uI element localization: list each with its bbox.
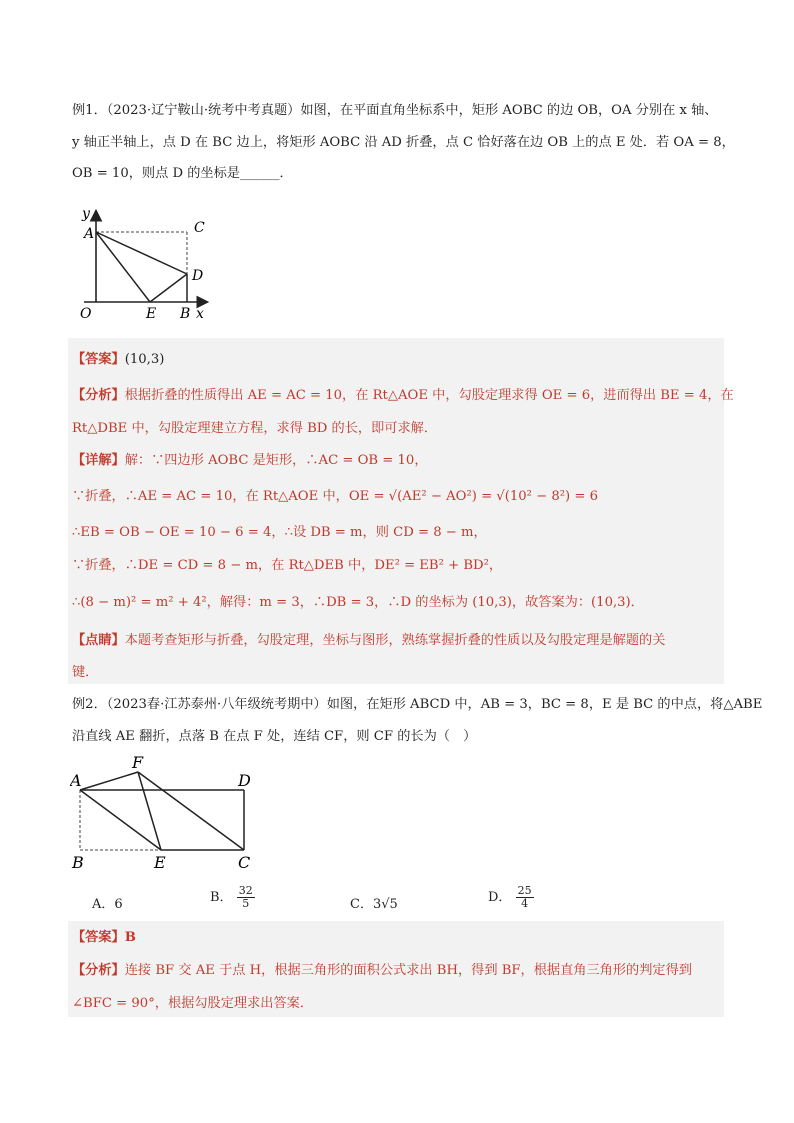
segment-fe: [138, 772, 161, 850]
ex1-answer: 【答案】(10,3): [72, 352, 165, 367]
ex1-question-line3: OB = 10，则点 D 的坐标是______．: [72, 166, 293, 181]
label-e: E: [146, 306, 157, 322]
label-y: y: [82, 206, 90, 222]
label-d: D: [192, 268, 204, 284]
ex2-analysis-line1: 【分析】连接 BF 交 AE 于点 H，根据三角形的面积公式求出 BH，得到 BF，根据直角三角形的判定得到: [72, 963, 692, 978]
ex1-figure: [72, 200, 222, 325]
choice-d[interactable]: D． $\frac{25}{4}$: [488, 884, 532, 910]
segment-ae: [96, 232, 150, 302]
label-f: F: [132, 753, 144, 772]
label-b: B: [72, 853, 84, 872]
ex1-detail-line3: ∴EB = OB − OE = 10 − 6 = 4，∴设 DB = m，则 CD = 8 − m，: [72, 525, 487, 540]
label-a: A: [84, 226, 95, 242]
label-c: C: [194, 220, 205, 236]
ex1-comment-line1: 【点睛】本题考查矩形与折叠，勾股定理，坐标与图形，熟练掌握折叠的性质以及勾股定理是解题的关: [72, 633, 666, 648]
choice-a[interactable]: A．6: [92, 897, 123, 912]
segment-ad: [96, 232, 187, 274]
ex1-question-line2: y 轴正半轴上，点 D 在 BC 边上，将矩形 AOBC 沿 AD 折叠，点 C 恰好落在边 OB 上的点 E 处．若 OA = 8，: [72, 135, 735, 150]
ex1-detail-line5: ∴(8 − m)² = m² + 4²，解得：m = 3，∴DB = 3，∴D 的坐标为 (10,3)，故答案为：(10,3)．: [72, 595, 644, 610]
ex2-question-line1: 例2．（2023春·江苏泰州·八年级统考期中）如图，在矩形 ABCD 中，AB = 3，BC = 8，E 是 BC 的中点，将△ABE: [72, 697, 763, 712]
label-x: x: [196, 306, 204, 322]
ex1-detail-line1: 【详解】解：∵四边形 AOBC 是矩形，∴AC = OB = 10，: [72, 453, 428, 468]
segment-af: [80, 772, 138, 790]
segment-fc: [138, 772, 244, 850]
segment-ed: [150, 274, 187, 302]
choice-c[interactable]: C．3√5: [350, 897, 398, 912]
ex1-detail-line2: ∵折叠，∴AE = AC = 10，在 Rt△AOE 中，OE = √(AE² − AO²) = √(10² − 8²) = 6: [72, 489, 598, 504]
ex1-analysis-line1: 【分析】根据折叠的性质得出 AE = AC = 10，在 Rt△AOE 中，勾股定理求得 OE = 6，进而得出 BE = 4，在: [72, 388, 734, 403]
ex1-analysis-line2: Rt△DBE 中，勾股定理建立方程，求得 BD 的长，即可求解．: [72, 421, 438, 436]
ex2-figure: [70, 752, 260, 877]
ex2-analysis-line2: ∠BFC = 90°，根据勾股定理求出答案．: [72, 996, 314, 1011]
label-o: O: [80, 306, 92, 322]
ex1-comment-line2: 键．: [72, 665, 99, 680]
segment-ae: [80, 790, 161, 850]
ex2-answer: 【答案】B: [72, 930, 136, 945]
label-a: A: [70, 771, 82, 790]
ex2-question-line2: 沿直线 AE 翻折，点落 B 在点 F 处，连结 CF，则 CF 的长为（ ）: [72, 729, 477, 744]
ex1-question-line1: 例1．（2023·辽宁鞍山·统考中考真题）如图，在平面直角坐标系中，矩形 AOBC 的边 OB，OA 分别在 x 轴、: [72, 103, 718, 118]
label-c: C: [238, 853, 251, 872]
choice-b[interactable]: B． $\frac{32}{5}$: [210, 884, 253, 910]
label-d: D: [238, 771, 251, 790]
ex1-detail-line4: ∵折叠，∴DE = CD = 8 − m，在 Rt△DEB 中，DE² = EB² + BD²，: [72, 558, 503, 573]
label-b: B: [180, 306, 191, 322]
label-e: E: [154, 853, 166, 872]
